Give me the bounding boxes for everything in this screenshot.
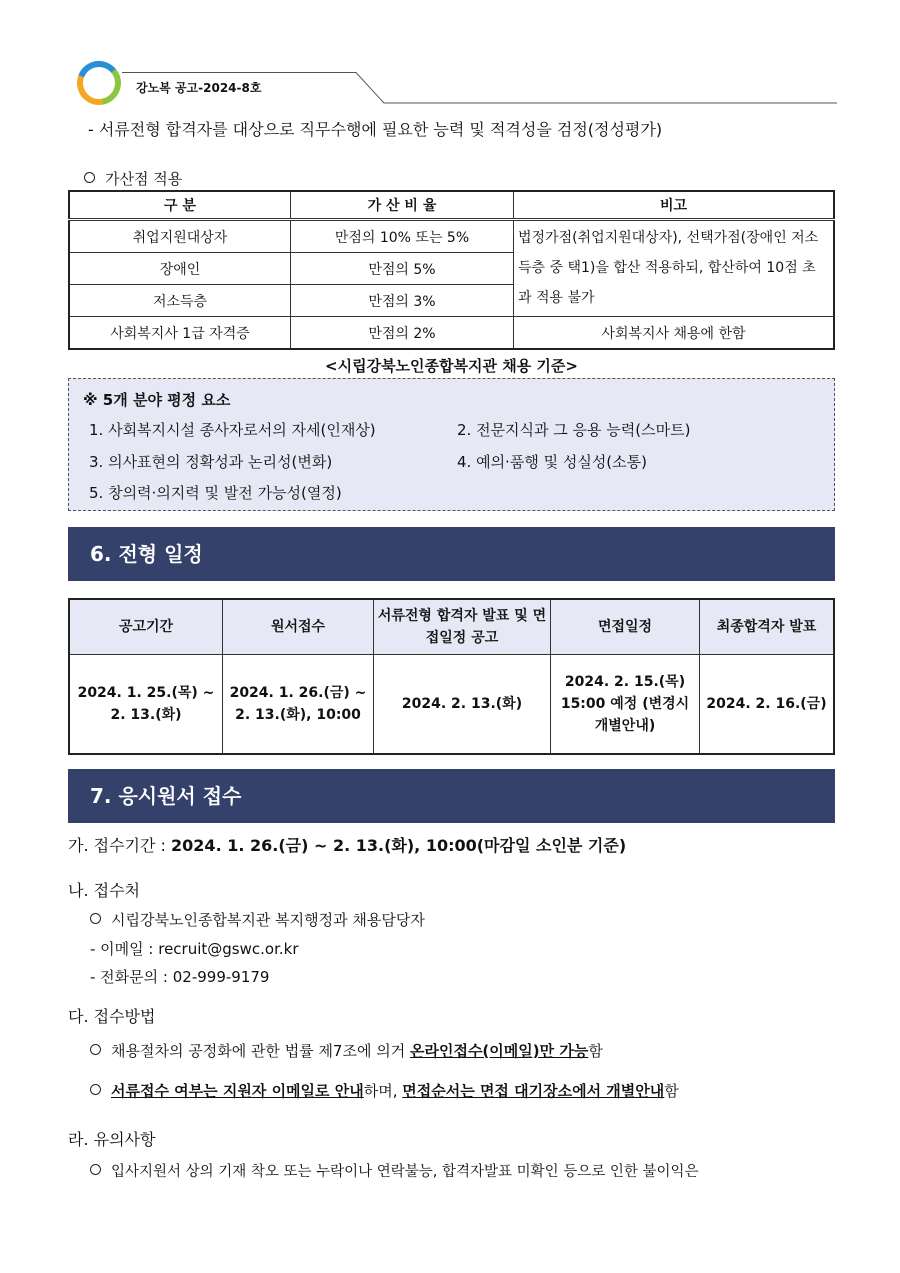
criteria-item: 3. 의사표현의 정확성과 논리성(변화): [89, 453, 333, 471]
method-2-emphasis-1: 서류접수 여부는 지원자 이메일로 안내: [111, 1082, 364, 1100]
circle-bullet-icon: [90, 1044, 101, 1055]
email-line: - 이메일 : recruit@gswc.or.kr: [90, 940, 299, 958]
table-cell: 만점의 2%: [291, 317, 514, 350]
caution-1: 입사지원서 상의 기재 착오 또는 누락이나 연락불능, 합격자발표 미확인 등으로 인한 불이익은: [90, 1160, 699, 1181]
column-header: 비고: [514, 191, 835, 220]
bonus-table: [68, 190, 835, 350]
place-label: 나. 접수처: [68, 881, 140, 900]
criteria-item: 2. 전문지식과 그 응용 능력(스마트): [457, 421, 691, 439]
method-2-emphasis-2: 면접순서는 면접 대기장소에서 개별안내: [402, 1082, 665, 1100]
organization-logo: [76, 60, 122, 106]
column-header: 구 분: [69, 191, 291, 220]
table-caption: <시립강북노인종합복지관 채용 기준>: [325, 357, 578, 375]
table-row: [69, 220, 834, 253]
bonus-heading: 가산점 적용: [84, 168, 182, 189]
table-cell: 만점의 10% 또는 5%: [291, 220, 514, 253]
place-org: 시립강북노인종합복지관 복지행정과 채용담당자: [111, 911, 425, 929]
table-cell: 만점의 3%: [291, 285, 514, 317]
period-label: 가. 접수기간 :: [68, 836, 166, 855]
table-cell: 장애인: [69, 253, 291, 285]
table-row: [69, 655, 834, 755]
phone-line: - 전화문의 : 02-999-9179: [90, 968, 270, 986]
table-cell: 취업지원대상자: [69, 220, 291, 253]
column-header: 최종합격자 발표: [700, 599, 835, 655]
table-cell: 만점의 5%: [291, 253, 514, 285]
criteria-item: 4. 예의·품행 및 성실성(소통): [457, 453, 647, 471]
table-cell: 2024. 2. 16.(금): [700, 655, 835, 755]
circle-bullet-icon: [90, 1164, 101, 1175]
place-org-line: [90, 909, 425, 930]
table-cell: 2024. 2. 13.(화): [374, 655, 551, 755]
header-rule: [292, 72, 837, 104]
section-6-title: 6. 전형 일정: [68, 527, 835, 581]
table-cell: 2024. 2. 15.(목) 15:00 예정 (변경시 개별안내): [551, 655, 700, 755]
table-cell: 2024. 1. 26.(금) ~ 2. 13.(화), 10:00: [223, 655, 374, 755]
doc-number: 강노복 공고-2024-8호: [122, 72, 306, 102]
column-header: 원서접수: [223, 599, 374, 655]
criteria-title: ※ 5개 분야 평정 요소: [83, 391, 231, 409]
column-header: 가 산 비 율: [291, 191, 514, 220]
table-row: [69, 317, 834, 350]
bonus-note: 법정가점(취업지원대상자), 선택가점(장애인 저소득층 중 택1)을 합산 적용하되, 합산하여 10점 초과 적용 불가: [514, 220, 835, 317]
section-7-title: 7. 응시원서 접수: [68, 769, 835, 823]
method-label: 다. 접수방법: [68, 1007, 156, 1026]
caution-label: 라. 유의사항: [68, 1130, 156, 1149]
column-header: 서류전형 합격자 발표 및 면접일정 공고: [374, 599, 551, 655]
criteria-box: [68, 378, 835, 511]
circle-bullet-icon: [90, 1084, 101, 1095]
table-cell: 2024. 1. 25.(목) ~ 2. 13.(화): [69, 655, 223, 755]
intro-line: - 서류전형 합격자를 대상으로 직무수행에 필요한 능력 및 적격성을 검정(정성평가): [88, 120, 663, 139]
criteria-item: 1. 사회복지시설 종사자로서의 자세(인재상): [89, 421, 376, 439]
document-header: [72, 58, 834, 108]
table-cell: 사회복지사 1급 자격증: [69, 317, 291, 350]
method-1-emphasis: 온라인접수(이메일)만 가능: [409, 1042, 589, 1060]
method-1: 채용절차의 공정화에 관한 법률 제7조에 의거 온라인접수(이메일)만 가능함: [90, 1040, 603, 1061]
criteria-item: 5. 창의력·의지력 및 발전 가능성(열정): [89, 484, 342, 502]
period-line: [68, 833, 626, 856]
circle-bullet-icon: [84, 172, 95, 183]
column-header: 면접일정: [551, 599, 700, 655]
table-cell: 사회복지사 채용에 한함: [514, 317, 835, 350]
period-value: 2024. 1. 26.(금) ~ 2. 13.(화), 10:00(마감일 소인분 기준): [171, 836, 627, 855]
column-header: 공고기간: [69, 599, 223, 655]
method-2: 서류접수 여부는 지원자 이메일로 안내하며, 면접순서는 면접 대기장소에서 개별안내함: [90, 1080, 679, 1101]
table-cell: 저소득층: [69, 285, 291, 317]
schedule-table: [68, 598, 835, 755]
circle-bullet-icon: [90, 913, 101, 924]
